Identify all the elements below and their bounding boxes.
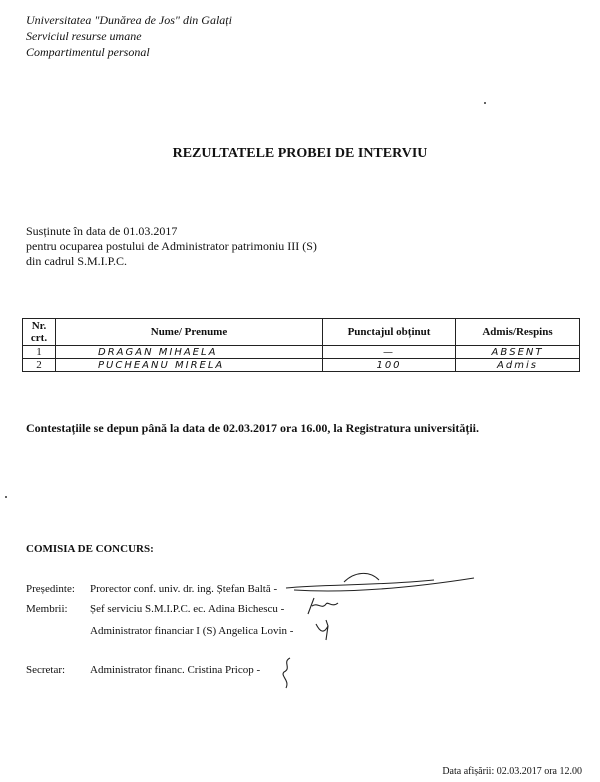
- member1-signature: [304, 594, 344, 618]
- university-name: Universitatea "Dunărea de Jos" din Galați: [26, 13, 232, 27]
- member2-signature: [312, 616, 336, 642]
- row-name: DRAGAN MIHAELA: [98, 347, 218, 358]
- header-name: Nume/ Prenume: [56, 319, 323, 346]
- secretary-name: Administrator financ. Cristina Pricop -: [90, 664, 261, 676]
- row-result: ABSENT: [491, 347, 544, 358]
- row-nr: 1: [23, 346, 56, 359]
- member2-name: Administrator financiar I (S) Angelica Lovin -: [90, 625, 294, 637]
- members-role: Membrii:: [26, 603, 68, 615]
- posting-date: Data afișării: 02.03.2017 ora 12.00: [442, 766, 582, 777]
- row-nr: 2: [23, 359, 56, 372]
- secretary-signature: [278, 654, 298, 694]
- results-table: [22, 318, 580, 372]
- header-score: Punctajul obținut: [323, 319, 456, 346]
- intro-unit: din cadrul S.M.I.P.C.: [26, 254, 128, 268]
- contest-note: Contestațiile se depun până la data de 02.03.2017 ora 16.00, la Registratura universității.: [26, 421, 479, 435]
- scan-speck: [484, 102, 486, 104]
- member1-name: Șef serviciu S.M.I.P.C. ec. Adina Bichescu -: [90, 603, 285, 615]
- document-title: REZULTATELE PROBEI DE INTERVIU: [172, 146, 428, 161]
- document-header: [26, 12, 232, 60]
- committee-heading: COMISIA DE CONCURS:: [26, 543, 154, 555]
- department-name: Compartimentul personal: [26, 45, 150, 59]
- intro-date: Susținute în data de 01.03.2017: [26, 224, 178, 238]
- scan-speck: [5, 496, 7, 498]
- header-result: Admis/Respins: [456, 319, 580, 346]
- president-role: Președinte:: [26, 583, 75, 595]
- intro-block: [26, 224, 317, 269]
- secretary-role: Secretar:: [26, 664, 66, 676]
- header-nr: Nr. crt.: [23, 319, 56, 346]
- service-name: Serviciul resurse umane: [26, 29, 142, 43]
- row-name: PUCHEANU MIRELA: [98, 360, 225, 371]
- table-row: [23, 346, 580, 359]
- table-row: [23, 359, 580, 372]
- row-score: 100: [376, 360, 402, 371]
- row-result: Admis: [497, 360, 538, 371]
- president-name: Prorector conf. univ. dr. ing. Ștefan Baltă -: [90, 583, 278, 595]
- table-header-row: [23, 319, 580, 346]
- intro-position: pentru ocuparea postului de Administrator patrimoniu III (S): [26, 239, 317, 253]
- row-score: —: [383, 347, 395, 358]
